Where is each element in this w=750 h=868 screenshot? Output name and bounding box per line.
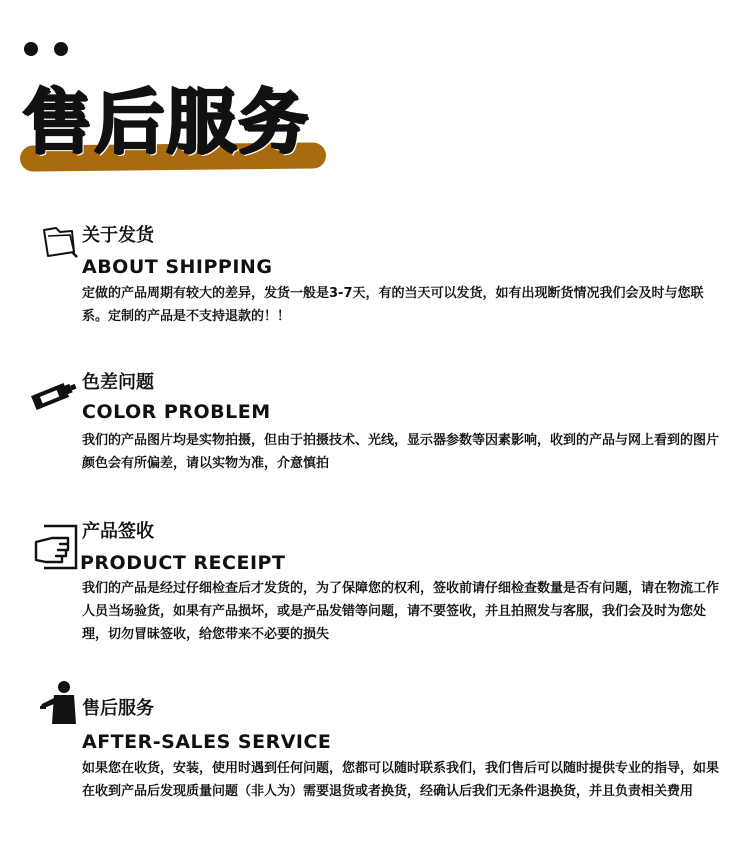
dot-icon <box>54 42 68 56</box>
folder-icon <box>40 222 80 262</box>
section-body: 我们的产品图片均是实物拍摄，但由于拍摄技术、光线，显示器参数等因素影响，收到的产品与网上看到的图片颜色会有所偏差，请以实物为准，介意慎拍 <box>82 433 720 471</box>
page-title: 售后服务 <box>22 81 310 163</box>
service-person-icon <box>38 680 80 724</box>
section-title-en: PRODUCT RECEIPT <box>80 552 286 574</box>
section-title-en: ABOUT SHIPPING <box>82 256 273 278</box>
section-title-cn: 色差问题 <box>82 372 154 393</box>
section-body: 如果您在收货，安装，使用时遇到任何问题，您都可以随时联系我们，我们售后可以随时提供专业的指导，如果在收到产品后发现质量问题（非人为）需要退货或者换货，经确认后我们无条件退换货，并且负责相关费用 <box>82 761 720 799</box>
section-title-en: COLOR PROBLEM <box>82 401 271 423</box>
hand-receipt-icon <box>34 524 80 572</box>
section-title-cn: 关于发货 <box>82 225 154 246</box>
section-title-cn: 产品签收 <box>82 521 154 542</box>
page-header <box>20 82 332 172</box>
section-body: 定做的产品周期有较大的差异，发货一般是3-7天，有的当天可以发货，如有出现断货情况我们会及时与您联系。定制的产品是不支持退款的！！ <box>82 286 704 324</box>
section-title-cn: 售后服务 <box>82 698 154 719</box>
section-title-en: AFTER-SALES SERVICE <box>82 731 332 753</box>
section-body: 我们的产品是经过仔细检查后才发货的，为了保障您的权利，签收前请仔细检查数量是否有问题，请在物流工作人员当场验货，如果有产品损坏，或是产品发错等问题，请不要签收，并且拍照发与客服，我们会及时为您处理，切勿冒昧签收，给您带来不必要的损失 <box>82 581 720 642</box>
dot-icon <box>24 42 38 56</box>
paint-tube-icon <box>30 374 80 414</box>
